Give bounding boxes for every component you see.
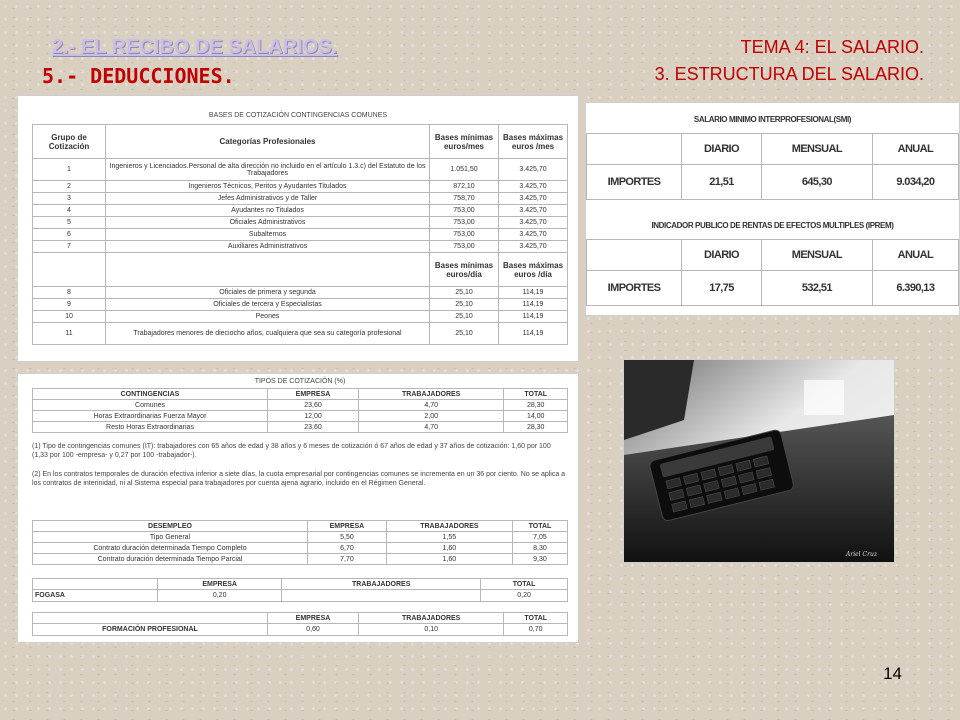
formacion-trabajadores: 0,10 [358,624,503,636]
table-cell: Peones [106,311,430,323]
table-cell: 1,55 [386,532,512,543]
photo-credit: Ariel Cruz [846,551,877,558]
table-row [33,411,568,422]
tipos-title: TIPOS DE COTIZACIÓN (%) [254,378,346,385]
iprem-diario: 17,75 [682,271,762,306]
table-cell: 7,70 [308,554,387,565]
table-cell: 25,10 [430,323,499,345]
col-header-categorias: Categorías Profesionales [106,125,430,159]
note-2: (2) En los contratos temporales de duración efectiva inferior a siete días, la cuota empresarial por contingencias comunes se incrementa en un 36 por ciento. No se aplica a los contratos de interinidad, ni al Sistema especial para trabajadores por cuenta ajena agrario, incluido en el Régimen General. [32,471,566,487]
table-row [33,205,568,217]
table-cell: 3.425,70 [499,217,568,229]
blank-header [587,240,682,271]
table-cell: 8,30 [512,543,567,554]
table-cell: Auxiliares Administrativos [106,241,430,253]
table-row [33,181,568,193]
table-cell: 12,00 [268,411,359,422]
table-cell: 114,19 [499,323,568,345]
table-cell: 25,10 [430,311,499,323]
table-row [33,241,568,253]
table-cell: 114,19 [499,299,568,311]
col-header-diario: DIARIO [682,240,762,271]
table-cell: Oficiales Administrativos [106,217,430,229]
smi-title: SALARIO MINIMO INTERPROFESIONAL(SMI) [693,115,852,124]
col-header: TRABAJADORES [282,579,481,590]
table-cell: 10 [33,311,106,323]
topic-title: TEMA 4: EL SALARIO. [740,37,924,57]
col-header-grupo: Grupo de Cotización [33,125,106,159]
table-cell: Resto Horas Extraordinarias [33,422,268,433]
table-cell: 9 [33,299,106,311]
col-header-mensual: MENSUAL [762,240,873,271]
col-header-diario: DIARIO [682,134,762,165]
table-cell: 114,19 [499,311,568,323]
table-cell: Tipo General [33,532,308,543]
table-cell: 3.425,70 [499,193,568,205]
table-cell: Jefes Administrativos y de Taller [106,193,430,205]
table-cell: 28,30 [504,422,568,433]
col-header: TOTAL [504,389,568,400]
table-row [33,554,568,565]
col-header: TRABAJADORES [358,389,503,400]
table-row [33,299,568,311]
fogasa-trabajadores [282,590,481,602]
table-cell: 758,70 [430,193,499,205]
table-cell: 1 [33,159,106,181]
col-header-anual: ANUAL [872,240,958,271]
tipos-cotizacion-panel [18,374,578,642]
table-row [33,193,568,205]
table-row [33,287,568,299]
table-cell: 1.051,50 [430,159,499,181]
table-row [33,159,568,181]
contingencias-table [32,388,568,433]
table-cell: 3.425,70 [499,229,568,241]
calculator-image [624,360,894,562]
topic-subtitle: 3. ESTRUCTURA DEL SALARIO. [654,64,924,84]
table-cell: 25,10 [430,299,499,311]
formacion-label: FORMACIÓN PROFESIONAL [33,624,268,636]
smi-table [586,133,959,200]
desempleo-table [32,520,568,565]
table-cell: Trabajadores menores de dieciocho años, cualquiera que sea su categoría profesional [106,323,430,345]
table-cell: 3.425,70 [499,159,568,181]
table-cell: 753,00 [430,229,499,241]
table-cell: Oficiales de tercera y Especialistas [106,299,430,311]
smi-row-label: IMPORTES [587,165,682,200]
table-cell: Horas Extraordinarias Fuerza Mayor [33,411,268,422]
table-cell: Comunes [33,400,268,411]
blank-header [33,579,158,590]
bases-table [32,124,568,345]
table-cell: 14,00 [504,411,568,422]
table-row [33,323,568,345]
table-cell: Contrato duración determinada Tiempo Completo [33,543,308,554]
fogasa-label: FOGASA [33,590,158,602]
table-cell: 23,60 [268,400,359,411]
blank-cell [33,253,106,287]
table-row [33,532,568,543]
iprem-table [586,239,959,306]
col-header: EMPRESA [308,521,387,532]
calculator-photo [624,360,894,562]
table-row [33,422,568,433]
iprem-title: INDICADOR PUBLICO DE RENTAS DE EFECTOS MULTIPLES (IPREM) [651,221,894,230]
formacion-total: 0,70 [504,624,568,636]
desempleo-body [33,532,568,565]
col-header: CONTINGENCIAS [33,389,268,400]
iprem-row-label: IMPORTES [587,271,682,306]
col-header: EMPRESA [158,579,282,590]
table-cell: 5 [33,217,106,229]
bases-body-month [33,159,568,253]
table-cell: 3.425,70 [499,241,568,253]
smi-mensual: 645,30 [762,165,873,200]
table-cell: 1,60 [386,543,512,554]
table-cell: Subalternos [106,229,430,241]
blank-cell [106,253,430,287]
page-number: 14 [883,664,902,683]
bases-cotizacion-panel [18,96,578,361]
col-header-bases-min: Bases mínimas euros/mes [430,125,499,159]
table-cell: 3 [33,193,106,205]
formacion-empresa: 0,60 [268,624,359,636]
col-header: TOTAL [504,613,568,624]
section-title-recibo: 2.- EL RECIBO DE SALARIOS. [52,36,338,58]
blank-header [33,613,268,624]
table-cell: Ingenieros Técnicos, Peritos y Ayudantes Titulados [106,181,430,193]
col-header: TOTAL [512,521,567,532]
table-cell: 2 [33,181,106,193]
table-row [33,217,568,229]
table-cell: 8 [33,287,106,299]
table-cell: 753,00 [430,241,499,253]
col-header-bases-min-dia: Bases mínimas euros/día [430,253,499,287]
table-cell: Contrato duración determinada Tiempo Parcial [33,554,308,565]
fogasa-empresa: 0,20 [158,590,282,602]
table-cell: 6,70 [308,543,387,554]
table-cell: 11 [33,323,106,345]
table-cell: 9,30 [512,554,567,565]
table-cell: 4 [33,205,106,217]
table-cell: 2,00 [358,411,503,422]
table-cell: 872,10 [430,181,499,193]
table-cell: 7,05 [512,532,567,543]
smi-iprem-panel [586,103,959,315]
col-header: EMPRESA [268,389,359,400]
table-cell: 1,60 [386,554,512,565]
smi-anual: 9.034,20 [872,165,958,200]
table-row [33,311,568,323]
table-cell: Ayudantes no Titulados [106,205,430,217]
col-header-bases-max-dia: Bases máximas euros /día [499,253,568,287]
table-row [33,400,568,411]
table-cell: 114,19 [499,287,568,299]
blank-header [587,134,682,165]
fogasa-total: 0,20 [481,590,568,602]
col-header-mensual: MENSUAL [762,134,873,165]
table-cell: Ingenieros y Licenciados.Personal de alta dirección no incluido en el artículo 1.3.c) del Estatuto de los Trabajadores [106,159,430,181]
table-cell: 5,50 [308,532,387,543]
iprem-anual: 6.390,13 [872,271,958,306]
bases-title: BASES DE COTIZACIÓN CONTINGENCIAS COMUNES [208,112,388,119]
table-cell: 4,70 [358,422,503,433]
table-cell: 753,00 [430,205,499,217]
table-cell: 3.425,70 [499,181,568,193]
fogasa-table [32,578,568,602]
bases-body-day [33,287,568,345]
col-header: TRABAJADORES [386,521,512,532]
contingencias-body [33,400,568,433]
table-cell: 3.425,70 [499,205,568,217]
iprem-mensual: 532,51 [762,271,873,306]
subsection-title-deducciones: 5.- DEDUCCIONES. [42,64,235,88]
formacion-table [32,612,568,636]
col-header-bases-max: Bases máximas euros /mes [499,125,568,159]
table-cell: 28,30 [504,400,568,411]
table-cell: 4,70 [358,400,503,411]
col-header: TRABAJADORES [358,613,503,624]
table-cell: 7 [33,241,106,253]
table-row [33,229,568,241]
col-header: EMPRESA [268,613,359,624]
table-cell: 23,60 [268,422,359,433]
table-cell: 753,00 [430,217,499,229]
smi-diario: 21,51 [682,165,762,200]
table-cell: Oficiales de primera y segunda [106,287,430,299]
col-header-anual: ANUAL [872,134,958,165]
table-cell: 25,10 [430,287,499,299]
table-row [33,543,568,554]
col-header: TOTAL [481,579,568,590]
table-cell: 6 [33,229,106,241]
note-1: (1) Tipo de contingencias comunes (IT): trabajadores con 65 años de edad y 38 años y 6 meses de cotización ó 67 años de edad y 37 años de cotización: 1,60 por 100 (1,33 por 100 -empresa- y 0,27 por 100 -trabajador-). [32,443,551,459]
col-header: DESEMPLEO [33,521,308,532]
